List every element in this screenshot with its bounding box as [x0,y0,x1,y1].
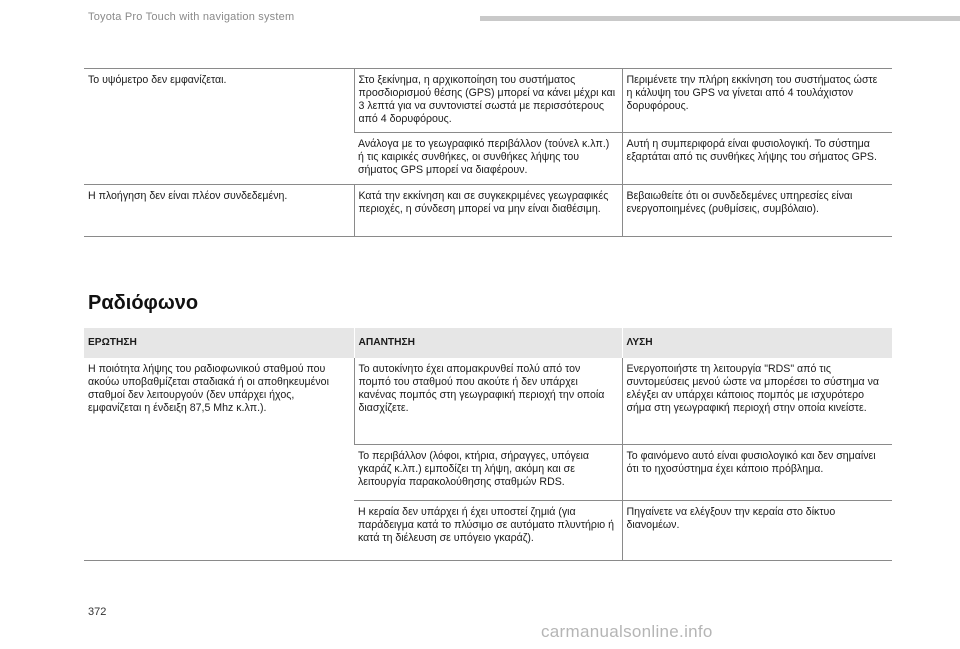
table-row [84,185,892,237]
page-number: 372 [88,606,107,618]
answer-cell: Κατά την εκκίνηση και σε συγκεκριμένες γεωγραφικές περιοχές, η σύνδεση μπορεί να μην είναι διαθέσιμη. [354,185,622,237]
question-cell: Το υψόμετρο δεν εμφανίζεται. [88,74,227,86]
column-header-question: ΕΡΩΤΗΣΗ [84,328,354,358]
answer-cell: Το περιβάλλον (λόφοι, κτήρια, σήραγγες, υπόγεια γκαράζ κ.λπ.) εμποδίζει τη λήψη, ακόμη και σε λειτουργία παρακολούθησης σταθμών RDS. [354,445,622,501]
gps-troubleshooting-table [84,68,892,237]
answer-cell: Στο ξεκίνημα, η αρχικοποίηση του συστήματος προσδιορισμού θέσης (GPS) μπορεί να κάνει μέχρι και 3 λεπτά για να συντονιστεί σωστά με περισσότερους από 4 δορυφόρους. [354,69,622,133]
solution-cell: Πηγαίνετε να ελέγξουν την κεραία στο δίκτυο διανομέων. [622,501,892,561]
watermark: carmanualsonline.info [541,622,713,641]
answer-cell: Το αυτοκίνητο έχει απομακρυνθεί πολύ από τον πομπό του σταθμού που ακούτε ή δεν υπάρχει κανένας πομπός στη γεωγραφική περιοχή την οποία διασχίζετε. [354,358,622,445]
column-header-solution: ΛΥΣΗ [622,328,892,358]
question-cell: Η πλοήγηση δεν είναι πλέον συνδεδεμένη. [84,185,354,237]
table-header-row [84,328,892,358]
question-cell: Η ποιότητα λήψης του ραδιοφωνικού σταθμού που ακούω υποβαθμίζεται σταδιακά ή οι αποθηκευμένοι σταθμοί δεν λειτουργούν (δεν υπάρχει ήχος, εμφανίζεται η ένδειξη 87,5 Mhz κ.λπ.). [88,363,329,414]
solution-cell: Ενεργοποιήστε τη λειτουργία "RDS" από τις συντομεύσεις μενού ώστε να μπορέσει το σύστημα να ελέγξει αν υπάρχει κάποιος πομπός με ισχυρότερο σήμα στη γεωγραφική περιοχή στην οποία κινείστε. [622,358,892,445]
header-bar [480,16,960,21]
table-row [84,358,892,445]
section-title: Ραδιόφωνο [88,292,199,314]
answer-cell: Ανάλογα με το γεωγραφικό περιβάλλον (τούνελ κ.λπ.) ή τις καιρικές συνθήκες, οι συνθήκες λήψης του σήματος GPS μπορεί να διαφέρουν. [354,133,622,185]
solution-cell: Βεβαιωθείτε ότι οι συνδεδεμένες υπηρεσίες είναι ενεργοποιημένες (ρυθμίσεις, συμβόλαιο). [622,185,892,237]
radio-troubleshooting-table [84,328,892,561]
header-title: Toyota Pro Touch with navigation system [88,11,295,23]
solution-cell: Περιμένετε την πλήρη εκκίνηση του συστήματος ώστε η κάλυψη του GPS να γίνεται από 4 τουλάχιστον δορυφόρους. [622,69,892,133]
column-header-answer: ΑΠΑΝΤΗΣΗ [354,328,622,358]
solution-cell: Το φαινόμενο αυτό είναι φυσιολογικό και δεν σημαίνει ότι το ηχοσύστημα έχει κάποιο πρόβλημα. [622,445,892,501]
solution-cell: Αυτή η συμπεριφορά είναι φυσιολογική. Το σύστημα εξαρτάται από τις συνθήκες λήψης του σήματος GPS. [622,133,892,185]
answer-cell: Η κεραία δεν υπάρχει ή έχει υποστεί ζημιά (για παράδειγμα κατά το πλύσιμο σε αυτόματο πλυντήριο ή κατά τη διέλευση σε υπόγειο γκαράζ). [354,501,622,561]
table-row [84,69,892,133]
